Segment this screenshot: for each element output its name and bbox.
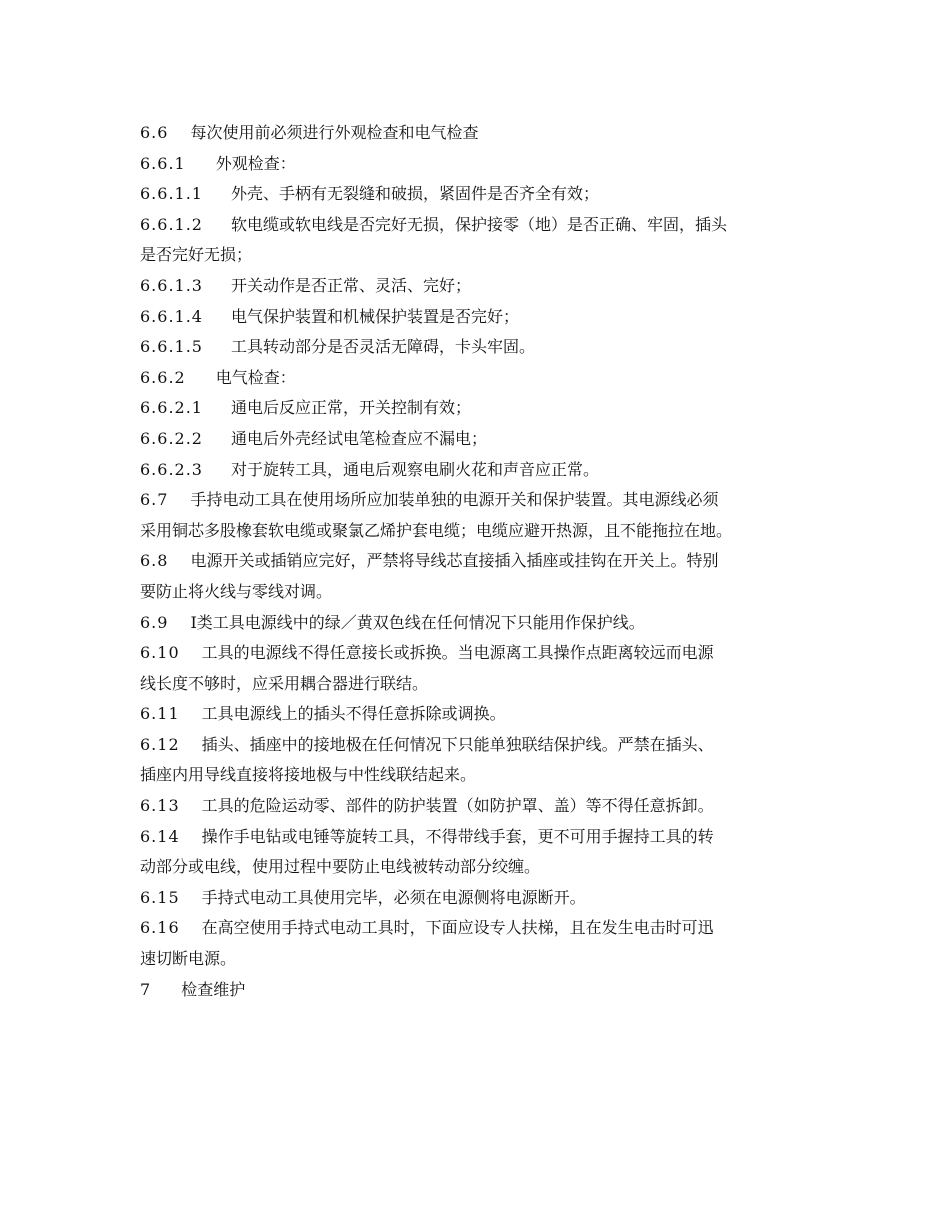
clause-6-15 bbox=[140, 883, 820, 914]
clause-6-14-continued bbox=[140, 852, 820, 883]
clause-6-6-2-3 bbox=[140, 455, 820, 486]
clause-6-12-continued bbox=[140, 760, 820, 791]
clause-6-16-continued bbox=[140, 944, 820, 975]
clause-text: 每次使用前必须进行外观检查和电气检查 bbox=[190, 123, 479, 142]
clause-text: Ⅰ类工具电源线中的绿／黄双色线在任何情况下只能用作保护线。 bbox=[190, 612, 645, 632]
clause-number: 6.6.2 bbox=[140, 367, 186, 387]
clause-6-7 bbox=[140, 485, 820, 516]
clause-number: 6.6.2.1 bbox=[140, 398, 203, 418]
clause-text: 是否完好无损； bbox=[140, 245, 253, 265]
clause-number: 6.6 bbox=[140, 123, 169, 142]
clause-6-16 bbox=[140, 913, 820, 944]
section-title: 检查维护 bbox=[181, 979, 246, 999]
clause-text: 插座内用导线直接将接地极与中性线联结起来。 bbox=[140, 765, 477, 785]
clause-text: 外壳、手柄有无裂缝和破损，紧固件是否齐全有效； bbox=[230, 184, 599, 204]
clause-number: 6.6.1.3 bbox=[140, 275, 203, 295]
clause-number: 6.14 bbox=[140, 826, 180, 846]
clause-number: 6.6.2.3 bbox=[140, 459, 203, 479]
clause-text: 开关动作是否正常、灵活、完好； bbox=[230, 275, 471, 295]
clause-6-6-1-2-continued bbox=[140, 240, 820, 271]
clause-number: 6.6.2.2 bbox=[140, 428, 203, 448]
clause-text: 工具电源线上的插头不得任意拆除或调换。 bbox=[201, 704, 506, 724]
clause-text: 通电后反应正常，开关控制有效； bbox=[230, 398, 471, 418]
clause-6-12 bbox=[140, 730, 820, 761]
clause-text: 工具转动部分是否灵活无障碍，卡头牢固。 bbox=[230, 337, 535, 357]
clause-number: 6.6.1.1 bbox=[140, 184, 203, 204]
clause-6-6-2-1 bbox=[140, 393, 820, 424]
clause-text: 操作手电钻或电锤等旋转工具，不得带线手套，更不可用手握持工具的转 bbox=[201, 826, 714, 846]
clause-6-6-2 bbox=[140, 363, 820, 394]
clause-number: 6.15 bbox=[140, 887, 180, 907]
clause-6-13 bbox=[140, 791, 820, 822]
clause-6-6-1-3 bbox=[140, 271, 820, 302]
section-7-heading bbox=[140, 975, 820, 1006]
clause-text: 通电后外壳经试电笔检查应不漏电； bbox=[230, 428, 487, 448]
clause-6-14 bbox=[140, 822, 820, 853]
clause-number: 6.12 bbox=[140, 734, 180, 754]
clause-6-6-1-1 bbox=[140, 179, 820, 210]
clause-6-6-1-4 bbox=[140, 302, 820, 333]
clause-number: 6.11 bbox=[140, 704, 180, 724]
clause-6-11 bbox=[140, 699, 820, 730]
clause-text: 手持式电动工具使用完毕，必须在电源侧将电源断开。 bbox=[201, 887, 586, 907]
clause-6-6-1 bbox=[140, 149, 820, 180]
clause-number: 6.10 bbox=[140, 643, 180, 663]
clause-6-6 bbox=[140, 118, 820, 149]
clause-number: 6.6.1.5 bbox=[140, 337, 203, 357]
clause-text: 对于旋转工具，通电后观察电刷火花和声音应正常。 bbox=[230, 459, 599, 479]
clause-6-6-1-2 bbox=[140, 210, 820, 241]
clause-text: 工具的危险运动零、部件的防护装置（如防护罩、盖）等不得任意拆卸。 bbox=[201, 796, 714, 816]
clause-6-8-continued bbox=[140, 577, 820, 608]
clause-text: 手持电动工具在使用场所应加装单独的电源开关和保护装置。其电源线必须 bbox=[190, 490, 719, 510]
clause-number: 6.6.1 bbox=[140, 153, 186, 173]
clause-6-8 bbox=[140, 546, 820, 577]
clause-6-10-continued bbox=[140, 669, 820, 700]
clause-number: 6.9 bbox=[140, 612, 169, 632]
document-body bbox=[140, 118, 820, 1005]
clause-text: 电气保护装置和机械保护装置是否完好； bbox=[230, 306, 519, 326]
clause-6-9 bbox=[140, 608, 820, 639]
clause-text: 电源开关或插销应完好，严禁将导线芯直接插入插座或挂钩在开关上。特别 bbox=[190, 551, 719, 571]
clause-number: 6.6.1.2 bbox=[140, 214, 203, 234]
section-number: 7 bbox=[140, 979, 152, 999]
clause-6-6-1-5 bbox=[140, 332, 820, 363]
clause-text: 在高空使用手持式电动工具时，下面应设专人扶梯，且在发生电击时可迅 bbox=[201, 918, 714, 938]
clause-number: 6.16 bbox=[140, 918, 180, 938]
clause-6-7-continued bbox=[140, 516, 820, 547]
clause-text: 动部分或电线，使用过程中要防止电线被转动部分绞缠。 bbox=[140, 857, 541, 877]
clause-text: 外观检查： bbox=[215, 153, 296, 173]
clause-text: 工具的电源线不得任意接长或拆换。当电源离工具操作点距离较远而电源 bbox=[201, 643, 714, 663]
clause-text: 线长度不够时，应采用耦合器进行联结。 bbox=[140, 673, 429, 693]
clause-number: 6.6.1.4 bbox=[140, 306, 203, 326]
clause-number: 6.8 bbox=[140, 551, 169, 571]
clause-text: 速切断电源。 bbox=[140, 949, 237, 969]
clause-number: 6.7 bbox=[140, 490, 169, 510]
clause-6-6-2-2 bbox=[140, 424, 820, 455]
clause-text: 软电缆或软电线是否完好无损，保护接零（地）是否正确、牢固，插头 bbox=[230, 214, 727, 234]
clause-text: 插头、插座中的接地极在任何情况下只能单独联结保护线。严禁在插头、 bbox=[201, 734, 714, 754]
clause-6-10 bbox=[140, 638, 820, 669]
clause-text: 要防止将火线与零线对调。 bbox=[140, 581, 333, 601]
clause-text: 采用铜芯多股橡套软电缆或聚氯乙烯护套电缆；电缆应避开热源，且不能拖拉在地。 bbox=[140, 520, 733, 540]
clause-text: 电气检查： bbox=[215, 367, 296, 387]
clause-number: 6.13 bbox=[140, 796, 180, 816]
